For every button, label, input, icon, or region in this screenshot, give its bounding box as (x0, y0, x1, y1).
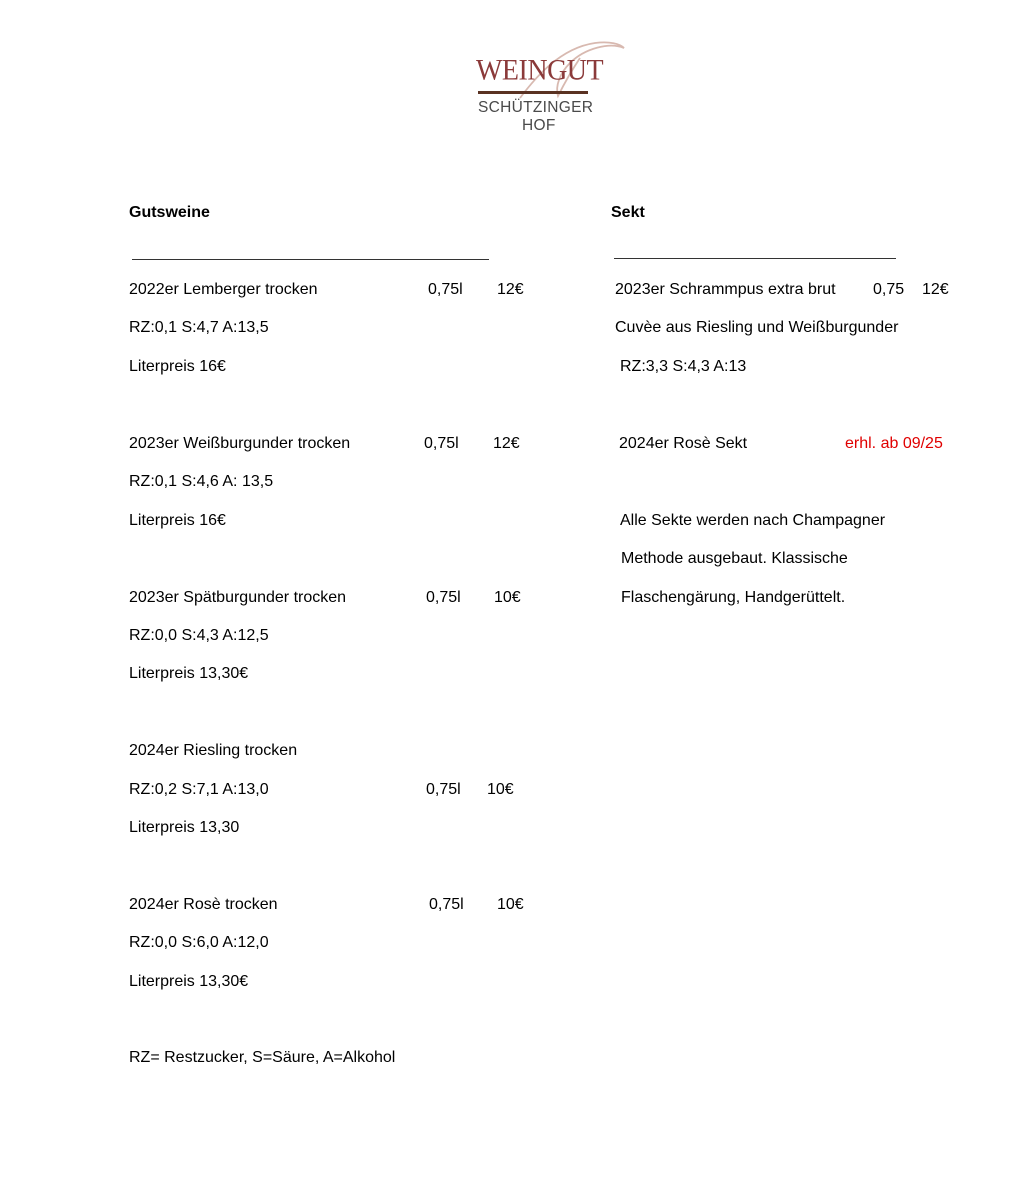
wine-literprice: Literpreis 16€ (129, 512, 226, 529)
wine-price: 10€ (497, 896, 524, 913)
sekt-price: 12€ (922, 281, 949, 298)
wine-literprice: Literpreis 16€ (129, 358, 226, 375)
logo-divider (478, 91, 588, 94)
sekt-description: Cuvèe aus Riesling und Weißburgunder (615, 319, 899, 336)
wine-analysis: RZ:0,0 S:6,0 A:12,0 (129, 934, 269, 951)
method-note-line: Alle Sekte werden nach Champagner (620, 512, 886, 529)
wine-price: 12€ (497, 281, 524, 298)
sekt-name: 2024er Rosè Sekt (619, 435, 748, 452)
wine-analysis: RZ:0,1 S:4,6 A: 13,5 (129, 473, 274, 490)
method-note-line: Flaschengärung, Handgerüttelt. (621, 589, 846, 606)
wine-volume: 0,75l (429, 896, 464, 913)
sekt-volume: 0,75 (873, 281, 905, 298)
wine-literprice: Literpreis 13,30 (129, 819, 240, 836)
section-heading-sekt: Sekt (611, 204, 645, 221)
wine-volume: 0,75l (428, 281, 463, 298)
availability-note: erhl. ab 09/25 (845, 435, 943, 452)
method-note-line: Methode ausgebaut. Klassische (621, 550, 848, 567)
logo-subtitle: SCHÜTZINGER (478, 99, 594, 116)
wine-literprice: Literpreis 13,30€ (129, 973, 249, 990)
section-heading-gutsweine: Gutsweine (129, 204, 210, 221)
wine-price: 12€ (493, 435, 520, 452)
wine-literprice: Literpreis 13,30€ (129, 665, 249, 682)
logo-title: WEINGUT (476, 54, 604, 87)
section-divider (614, 258, 896, 259)
winery-logo (470, 38, 630, 138)
wine-name: 2023er Spätburgunder trocken (129, 589, 347, 606)
wine-analysis: RZ:0,2 S:7,1 A:13,0 (129, 781, 269, 798)
wine-price: 10€ (494, 589, 521, 606)
logo-subtitle-2: HOF (522, 117, 556, 134)
wine-name: 2024er Rosè trocken (129, 896, 278, 913)
wine-volume: 0,75l (426, 781, 461, 798)
abbreviation-legend: RZ= Restzucker, S=Säure, A=Alkohol (129, 1049, 396, 1066)
wine-analysis: RZ:0,0 S:4,3 A:12,5 (129, 627, 269, 644)
sekt-name: 2023er Schrammpus extra brut (615, 281, 836, 298)
wine-name: 2024er Riesling trocken (129, 742, 298, 759)
section-divider (132, 259, 489, 260)
wine-name: 2022er Lemberger trocken (129, 281, 318, 298)
wine-name: 2023er Weißburgunder trocken (129, 435, 351, 452)
wine-volume: 0,75l (426, 589, 461, 606)
wine-price: 10€ (487, 781, 514, 798)
sekt-analysis: RZ:3,3 S:4,3 A:13 (620, 358, 747, 375)
wine-analysis: RZ:0,1 S:4,7 A:13,5 (129, 319, 269, 336)
wine-volume: 0,75l (424, 435, 459, 452)
